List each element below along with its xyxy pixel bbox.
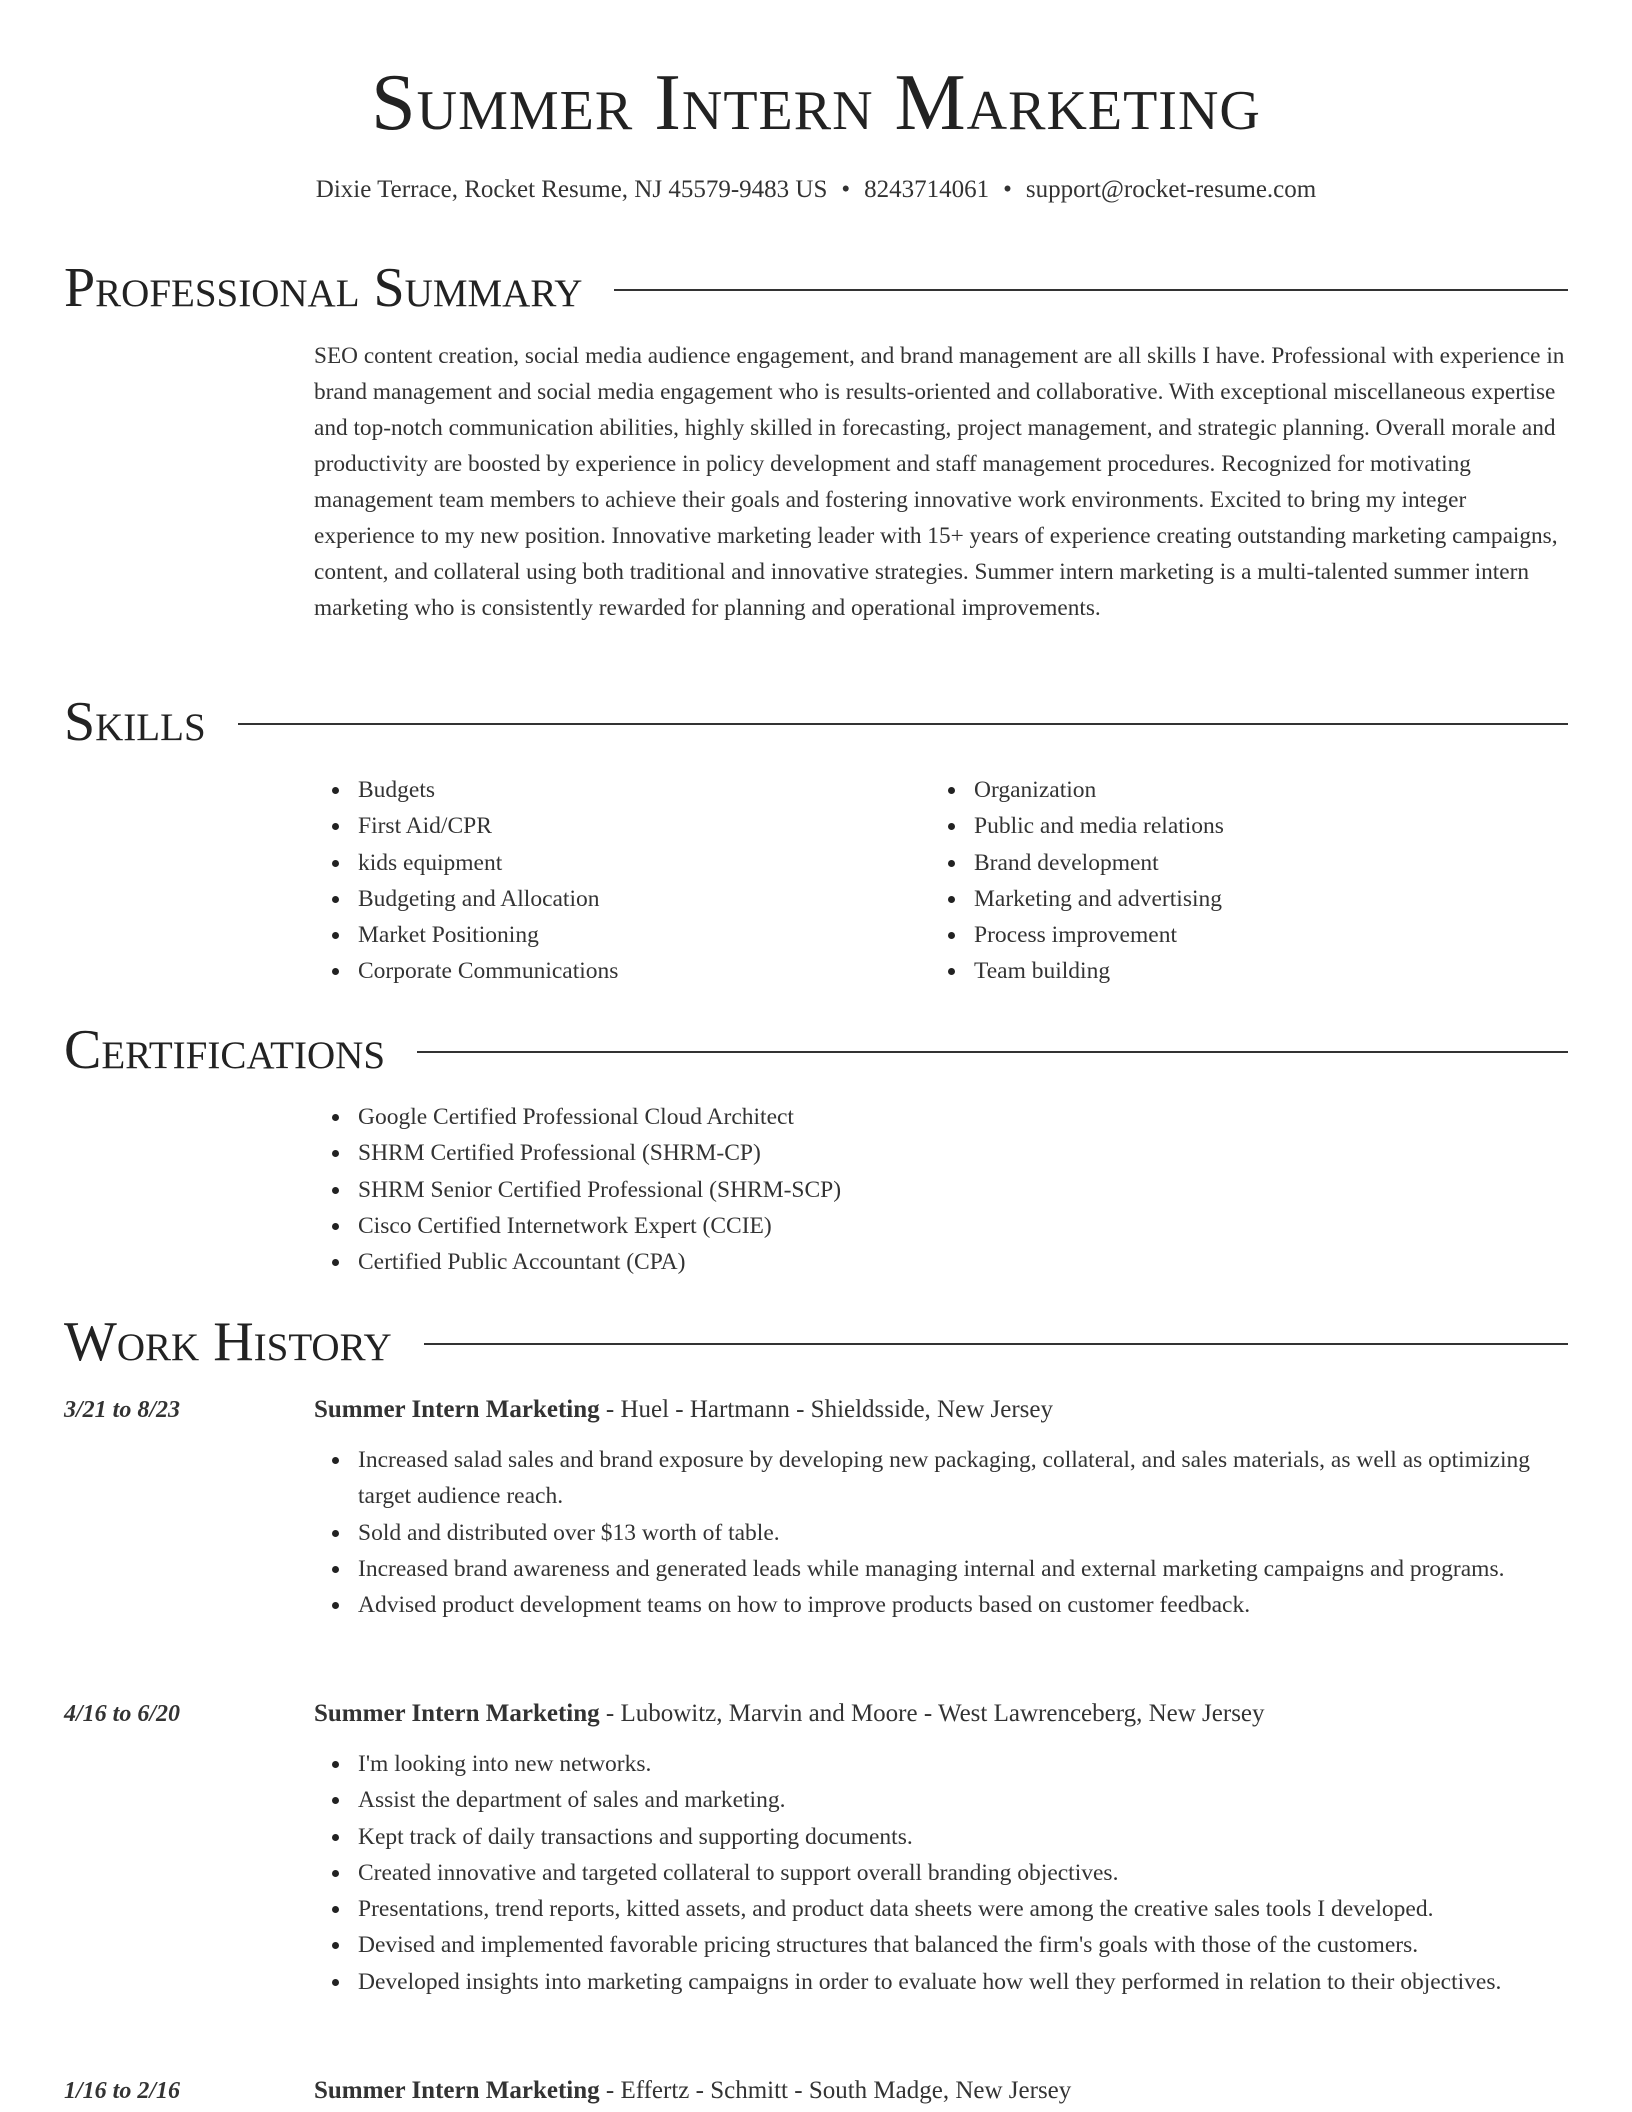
job-employer: - Huel - Hartmann - Shieldsside, New Jersey: [599, 1396, 1053, 1423]
job-dates: 3/21 to 8/23: [64, 1397, 181, 1423]
certifications-section-title: Certifications: [64, 1019, 386, 1081]
separator-dot: •: [1003, 176, 1012, 203]
list-item: Corporate Communications: [358, 953, 914, 989]
skills-section-header: [64, 690, 1568, 754]
list-item: Increased salad sales and brand exposure by developing new packaging, collateral, and sales materials, as well as optimizing target audience reach.: [358, 1442, 1568, 1515]
certifications-block: [314, 1099, 1568, 1280]
phone: 8243714061: [864, 176, 990, 203]
list-item: Developed insights into marketing campaigns in order to evaluate how well they performed in relation to their objectives.: [358, 1964, 1568, 2000]
skills-list: [930, 772, 1530, 990]
list-item: SHRM Certified Professional (SHRM-CP): [358, 1135, 1568, 1171]
list-item: Cisco Certified Internetwork Expert (CCIE): [358, 1208, 1568, 1244]
list-item: Sold and distributed over $13 worth of table.: [358, 1515, 1568, 1551]
contact-line: [0, 172, 1632, 208]
job-employer: - Effertz - Schmitt - South Madge, New Jersey: [599, 2077, 1072, 2104]
job-title: Summer Intern Marketing: [314, 2077, 600, 2104]
certifications-list: [314, 1099, 1568, 1280]
work-section-title: Work History: [64, 1311, 392, 1373]
section-divider: [614, 289, 1568, 291]
section-divider: [417, 1051, 1568, 1053]
skills-section-title: Skills: [64, 691, 206, 753]
email: support@rocket-resume.com: [1025, 176, 1317, 203]
job-heading: [314, 1696, 1265, 1732]
section-divider: [424, 1343, 1568, 1345]
job-employer: - Lubowitz, Marvin and Moore - West Lawrenceberg, New Jersey: [599, 1700, 1265, 1727]
job-dates: 4/16 to 6/20: [64, 1701, 181, 1727]
address: Dixie Terrace, Rocket Resume, NJ 45579-9483 US: [315, 176, 828, 203]
list-item: I'm looking into new networks.: [358, 1746, 1568, 1782]
list-item: Team building: [974, 953, 1530, 989]
separator-dot: •: [841, 176, 851, 203]
summary-section-title: Professional Summary: [64, 257, 583, 319]
job-title: Summer Intern Marketing: [314, 1700, 600, 1727]
list-item: Market Positioning: [358, 917, 914, 953]
skills-right-column: [930, 772, 1530, 990]
list-item: Public and media relations: [974, 808, 1530, 844]
list-item: Certified Public Accountant (CPA): [358, 1244, 1568, 1280]
list-item: Budgets: [358, 772, 914, 808]
list-item: Presentations, trend reports, kitted assets, and product data sheets were among the creative sales tools I developed.: [358, 1891, 1568, 1927]
list-item: Process improvement: [974, 917, 1530, 953]
section-divider: [238, 723, 1568, 725]
list-item: Kept track of daily transactions and supporting documents.: [358, 1819, 1568, 1855]
work-section-header: [64, 1310, 1568, 1374]
job-dates: 1/16 to 2/16: [64, 2078, 181, 2104]
job-bullet-list: [314, 1746, 1568, 2000]
skills-list: [314, 772, 914, 990]
job-bullet-list: [314, 1442, 1568, 1623]
list-item: Organization: [974, 772, 1530, 808]
list-item: First Aid/CPR: [358, 808, 914, 844]
job-heading: [314, 1392, 1053, 1428]
skills-left-column: [314, 772, 914, 990]
list-item: Advised product development teams on how to improve products based on customer feedback.: [358, 1587, 1568, 1623]
list-item: Devised and implemented favorable pricing structures that balanced the firm's goals with those of the customers.: [358, 1927, 1568, 1963]
list-item: Assist the department of sales and marketing.: [358, 1782, 1568, 1818]
job-bullets: [314, 1442, 1568, 1623]
job-bullets: [314, 1746, 1568, 2000]
job-title: Summer Intern Marketing: [314, 1396, 600, 1423]
list-item: kids equipment: [358, 845, 914, 881]
certifications-section-header: [64, 1018, 1568, 1082]
summary-section-header: [64, 256, 1568, 320]
summary-text: SEO content creation, social media audience engagement, and brand management are all skills I have. Professional with experience in brand management and social media engagement who is results-oriented and collaborative. With exceptional miscellaneous expertise and top-notch communication abilities, highly skilled in forecasting, project management, and strategic planning. Overall morale and productivity are boosted by experience in policy development and staff management procedures. Recognized for motivating management team members to achieve their goals and fostering innovative work environments. Excited to bring my integer experience to my new position. Innovative marketing leader with 15+ years of experience creating outstanding marketing campaigns, content, and collateral using both traditional and innovative strategies. Summer intern marketing is a multi-talented summer intern marketing who is consistently rewarded for planning and operational improvements.: [314, 343, 1565, 621]
list-item: Brand development: [974, 845, 1530, 881]
job-heading: [314, 2073, 1071, 2109]
candidate-name: Summer Intern Marketing: [371, 59, 1261, 147]
list-item: SHRM Senior Certified Professional (SHRM-SCP): [358, 1172, 1568, 1208]
list-item: Marketing and advertising: [974, 881, 1530, 917]
list-item: Increased brand awareness and generated leads while managing internal and external marketing campaigns and programs.: [358, 1551, 1568, 1587]
list-item: Budgeting and Allocation: [358, 881, 914, 917]
list-item: Google Certified Professional Cloud Architect: [358, 1099, 1568, 1135]
list-item: Created innovative and targeted collateral to support overall branding objectives.: [358, 1855, 1568, 1891]
